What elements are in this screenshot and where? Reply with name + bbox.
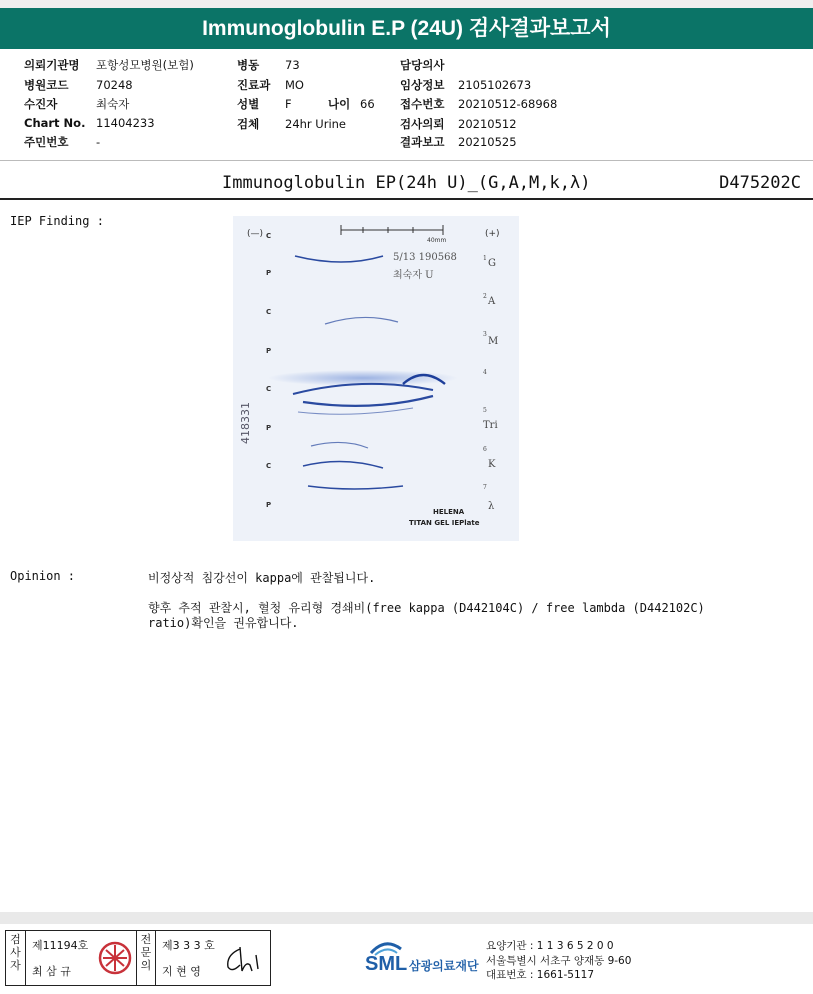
info-label: 수진자 (24, 97, 58, 111)
signature-box (5, 930, 271, 986)
info-row (237, 116, 346, 132)
iep-finding-label: IEP Finding : (10, 214, 104, 228)
test-name: Immunoglobulin EP(24h U)_(G,A,M,k,λ) (222, 173, 591, 193)
trough-num: 7 (483, 484, 487, 491)
info-value: 20210525 (458, 135, 517, 149)
info-label: 성별 (237, 97, 260, 111)
well-label: P (266, 269, 272, 277)
well-label: C (266, 462, 272, 470)
well-label: P (266, 347, 272, 355)
gel-product: TITAN GEL IEPlate (409, 519, 480, 527)
trough-label: K (488, 459, 496, 470)
top-strip (0, 0, 813, 8)
trough-num: 5 (483, 407, 487, 414)
info-value: 포항성모병원(보험) (96, 58, 194, 72)
specialist-no: 제3 3 3 호 (162, 939, 215, 952)
info-label: 결과보고 (400, 135, 445, 149)
info-row (400, 77, 531, 93)
well-label: C (266, 385, 272, 393)
info-row (237, 57, 300, 73)
sml-text: SML (365, 953, 408, 975)
minus-pole: (—) (247, 229, 264, 239)
trough-num: 6 (483, 446, 487, 453)
trough-label: λ (488, 501, 495, 512)
trough-num: 3 (483, 331, 487, 338)
info-label: 주민번호 (24, 135, 69, 149)
info-value: 73 (285, 58, 300, 72)
divider (0, 160, 813, 161)
info-row (237, 77, 304, 93)
info-label: 담당의사 (400, 58, 445, 72)
well-label: P (266, 501, 272, 509)
well-label: C (266, 308, 272, 316)
info-value: 2105102673 (458, 78, 532, 92)
opinion-line: ratio)확인을 권유합니다. (148, 616, 299, 630)
footer-address-3: 대표번호 : 1661-5117 (486, 969, 595, 981)
examiner-label: 검사자 (6, 931, 26, 985)
info-row (24, 77, 133, 93)
plus-pole: (+) (485, 229, 500, 239)
info-value: 24hr Urine (285, 117, 347, 131)
trough-label: A (488, 296, 496, 307)
info-label: Chart No. (24, 116, 86, 130)
info-value: - (96, 135, 101, 149)
org-name: 삼광의료재단 (409, 959, 479, 973)
info-label: 검체 (237, 117, 260, 131)
info-label: 병동 (237, 58, 260, 72)
specialist-label: 전문의 (136, 931, 156, 985)
footer-strip (0, 912, 813, 924)
info-row (24, 96, 129, 112)
info-row (24, 116, 155, 130)
info-row (400, 116, 517, 132)
examiner-name: 최 삼 규 (32, 965, 71, 978)
trough-num: 1 (483, 255, 487, 262)
gel-brand: HELENA (433, 508, 465, 516)
trough-num: 4 (483, 369, 487, 376)
well-label: P (266, 424, 272, 432)
info-row (24, 134, 100, 150)
info-row (237, 96, 292, 112)
opinion-line: 향후 추적 관찰시, 혈청 유리형 경쇄비(free kappa (D442104C) / free lambda (D442102C) (148, 601, 705, 615)
info-value: 최숙자 (96, 97, 130, 111)
info-label: 접수번호 (400, 97, 445, 111)
info-value: 66 (360, 97, 375, 111)
iep-gel-image (233, 216, 519, 541)
info-row (328, 96, 375, 112)
examiner-seal (98, 940, 132, 976)
info-value: 20210512 (458, 117, 517, 131)
scale-label: 40mm (427, 237, 447, 244)
opinion-line: 비정상적 침강선이 kappa에 관찰됩니다. (148, 571, 376, 585)
gel-side-id: 418331 (239, 402, 252, 444)
info-label: 병원코드 (24, 78, 69, 92)
handwritten-date: 5/13 190568 (393, 252, 457, 263)
footer-address-2: 서울특별시 서초구 양재동 9-60 (486, 955, 632, 967)
info-label: 의뢰기관명 (24, 58, 80, 72)
info-label: 검사의뢰 (400, 117, 445, 131)
trough-num: 2 (483, 293, 487, 300)
trough-label: Tri (483, 420, 498, 431)
examiner-no: 제11194호 (32, 939, 89, 952)
trough-label: M (488, 336, 499, 347)
info-row (400, 134, 517, 150)
info-row (400, 96, 557, 112)
trough-label: G (488, 258, 496, 269)
well-label: C (266, 232, 272, 240)
specialist-name: 지 현 영 (162, 965, 201, 978)
info-label: 진료과 (237, 78, 271, 92)
info-row (400, 57, 458, 73)
info-value: 11404233 (96, 116, 155, 130)
specialist-signature (222, 941, 266, 977)
test-code: D475202C (719, 173, 801, 193)
info-value: 20210512-68968 (458, 97, 558, 111)
info-value: MO (285, 78, 304, 92)
info-value: 70248 (96, 78, 133, 92)
report-title: Immunoglobulin E.P (24U) 검사결과보고서 (0, 8, 813, 49)
footer-address-1: 요양기관 : 1 1 3 6 5 2 0 0 (486, 940, 614, 952)
opinion-label: Opinion : (10, 569, 76, 583)
sml-logo (365, 937, 479, 981)
info-label: 임상정보 (400, 78, 445, 92)
info-row (24, 57, 194, 73)
gel-svg (233, 216, 519, 541)
info-label: 나이 (328, 97, 351, 111)
info-value: F (285, 97, 292, 111)
handwritten-name: 최숙자 U (393, 270, 434, 281)
